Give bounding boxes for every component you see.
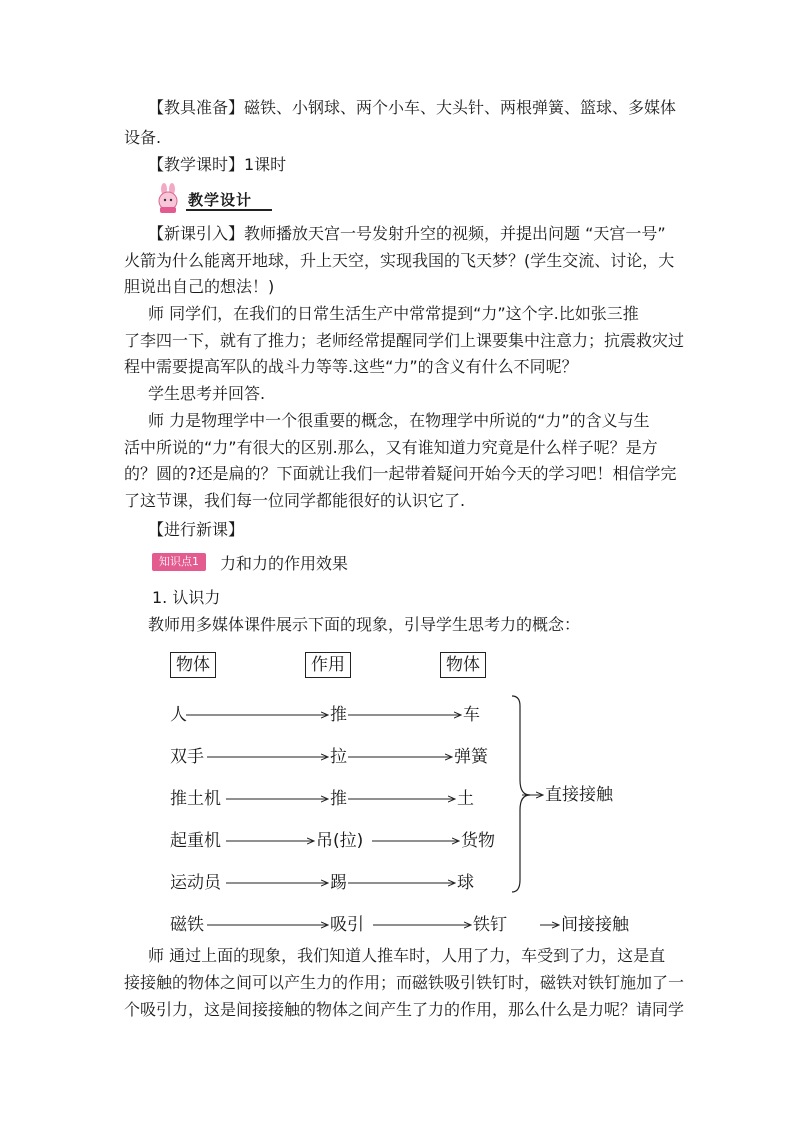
- banner-label: 教学设计: [188, 191, 253, 209]
- class-hours: 【教学课时】1课时: [148, 155, 287, 174]
- row3-subject: 推土机: [170, 789, 221, 809]
- intro-line-3: 胆说出自己的想法！): [124, 277, 275, 296]
- subsection-title: 1. 认识力: [152, 588, 221, 607]
- row2-object: 弹簧: [454, 747, 488, 767]
- row1-object: 车: [463, 705, 480, 725]
- teacher-line-1: 师 同学们，在我们的日常生活生产中常常提到“力”这个字.比如张三推: [148, 304, 639, 323]
- magnet-object: 铁钉: [473, 915, 507, 935]
- intro-line-2: 火箭为什么能离开地球，升上天空，实现我国的飞天梦？(学生交流、讨论，大: [124, 251, 675, 270]
- row1-action: 推: [330, 705, 347, 725]
- equipment-line-1: 【教具准备】磁铁、小钢球、两个小车、大头针、两根弹簧、篮球、多媒体: [148, 98, 677, 117]
- teacher2-line-4: 了这节课，我们每一位同学都能很好的认识它了.: [124, 491, 466, 510]
- row4-object: 货物: [461, 831, 495, 851]
- row1-subject: 人: [170, 705, 187, 725]
- row4-action: 吊(拉): [316, 831, 364, 851]
- direct-contact-label: 直接接触: [545, 785, 613, 805]
- new-lesson-heading: 【进行新课】: [148, 520, 245, 539]
- section-title: 力和力的作用效果: [220, 554, 349, 573]
- magnet-subject: 磁铁: [170, 915, 204, 935]
- indirect-contact-label: 间接接触: [561, 915, 629, 935]
- diagram-intro: 教师用多媒体课件展示下面的现象，引导学生思考力的概念：: [148, 615, 581, 634]
- knowledge-point-badge: 知识点1: [152, 553, 206, 571]
- teacher2-line-1: 师 力是物理学中一个很重要的概念，在物理学中所说的“力”的含义与生: [148, 411, 650, 430]
- teacher2-line-3: 的？圆的?还是扁的？下面就让我们一起带着疑问开始今天的学习吧！相信学完: [124, 464, 677, 483]
- intro-line-1: 【新课引入】教师播放天宫一号发射升空的视频，并提出问题 “天宫一号”: [148, 224, 666, 243]
- row5-action: 踢: [330, 873, 347, 893]
- conclusion-line-2: 接接触的物体之间可以产生力的作用；而磁铁吸引铁钉时，磁铁对铁钉施加了一: [124, 973, 685, 992]
- row5-object: 球: [457, 873, 474, 893]
- header-object-2: 物体: [440, 652, 486, 678]
- row5-subject: 运动员: [170, 873, 221, 893]
- equipment-line-2: 设备.: [124, 128, 162, 147]
- row3-object: 土: [457, 789, 474, 809]
- row4-subject: 起重机: [170, 831, 221, 851]
- conclusion-line-3: 个吸引力，这是间接接触的物体之间产生了力的作用，那么什么是力呢？请同学: [124, 1000, 685, 1019]
- teacher-line-3: 程中需要提高军队的战斗力等等.这些“力”的含义有什么不同呢？: [124, 357, 578, 376]
- header-object-1: 物体: [170, 652, 216, 678]
- student-answer: 学生思考并回答.: [148, 384, 266, 403]
- magnet-action: 吸引: [330, 915, 364, 935]
- header-action: 作用: [305, 652, 351, 678]
- row3-action: 推: [330, 789, 347, 809]
- conclusion-line-1: 师 通过上面的现象，我们知道人推车时，人用了力，车受到了力，这是直: [148, 946, 666, 965]
- row2-action: 拉: [330, 747, 347, 767]
- row2-subject: 双手: [170, 747, 204, 767]
- teacher-line-2: 了李四一下，就有了推力；老师经常提醒同学们上课要集中注意力；抗震救灾过: [124, 331, 685, 350]
- teacher2-line-2: 活中所说的“力”有很大的区别.那么，又有谁知道力究竟是什么样子呢？是方: [124, 438, 658, 457]
